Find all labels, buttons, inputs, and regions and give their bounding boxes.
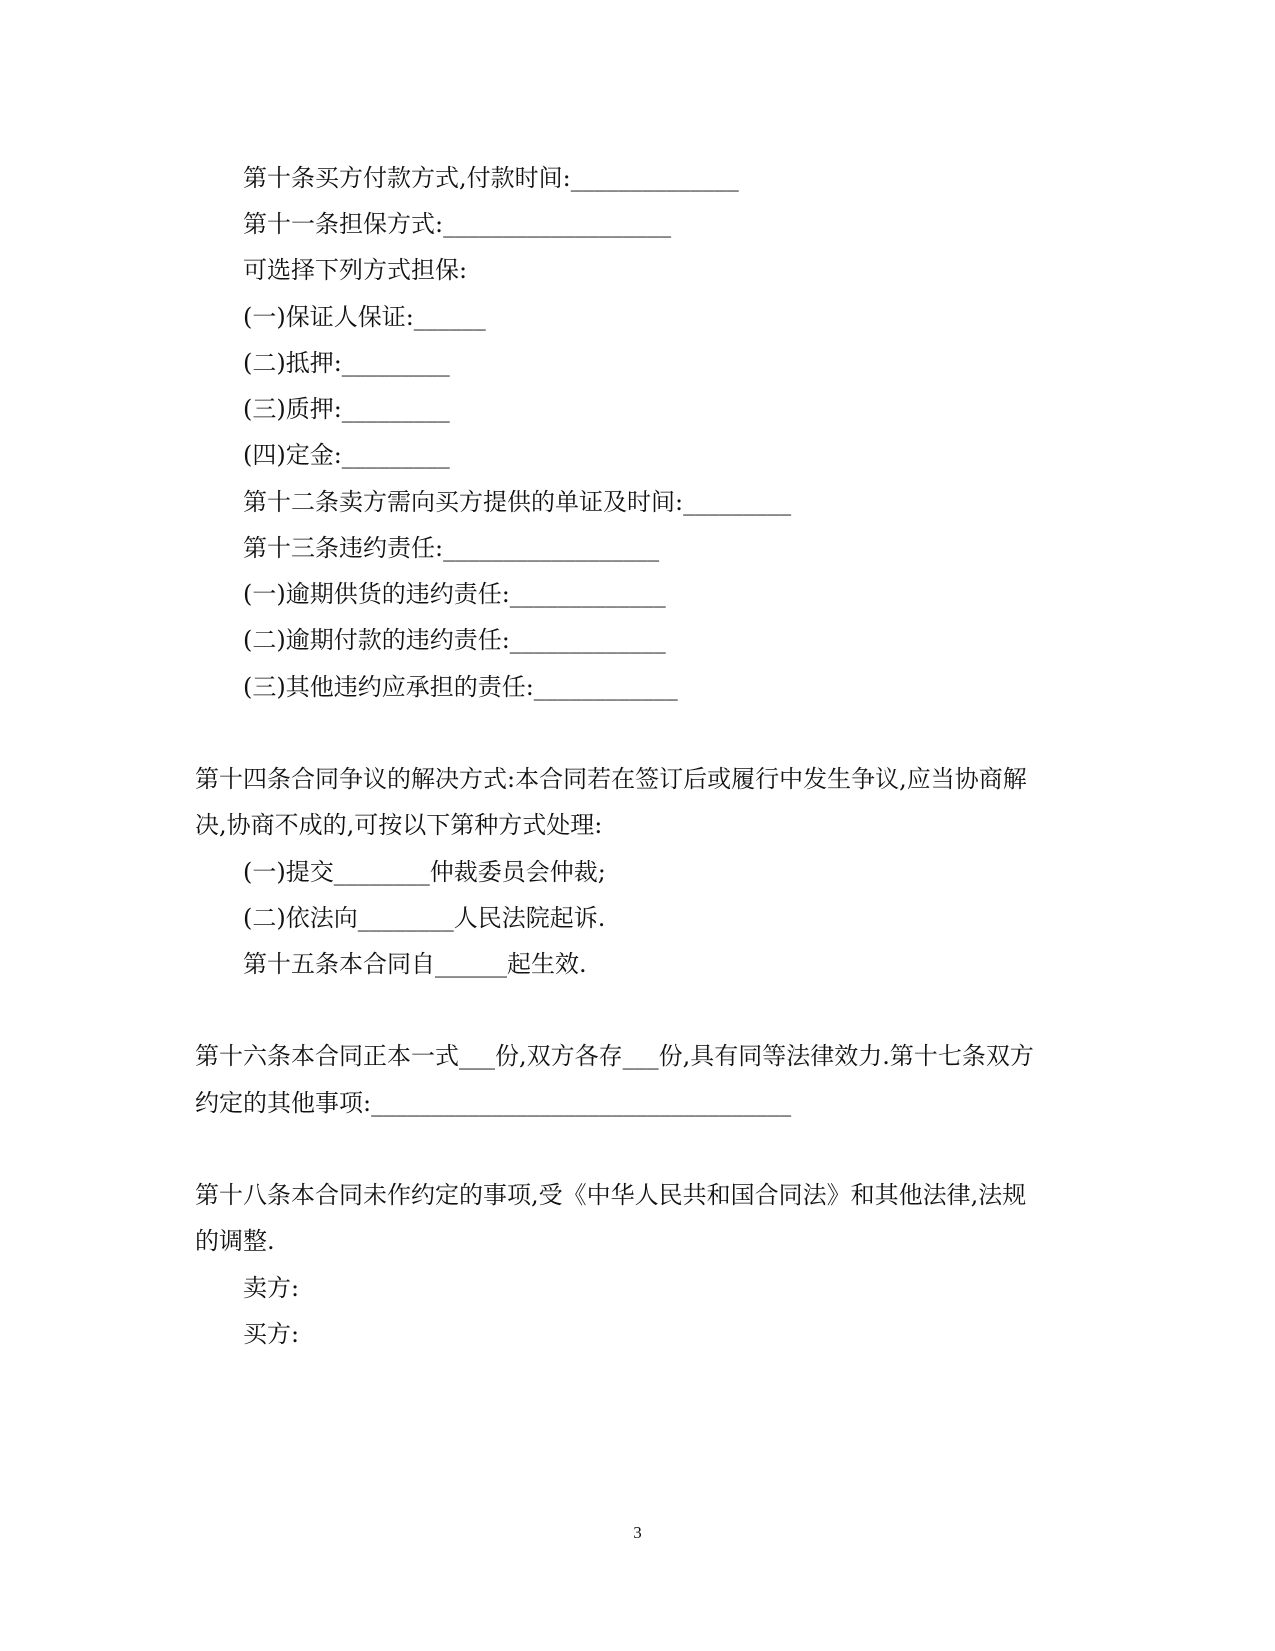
liability-item-2: (二)逾期付款的违约责任:_____________	[243, 626, 666, 654]
guarantee-options-intro: 可选择下列方式担保:	[243, 256, 468, 284]
dispute-option-1: (一)提交________仲裁委员会仲裁;	[243, 858, 606, 886]
clause-16-17-line-2: 约定的其他事项:___________________________________	[195, 1089, 792, 1117]
seller-signature-label: 卖方:	[243, 1274, 300, 1302]
guarantee-option-4: (四)定金:_________	[243, 441, 450, 469]
clause-12-documents: 第十二条卖方需向买方提供的单证及时间:_________	[243, 488, 792, 516]
clause-18-line-1: 第十八条本合同未作约定的事项,受《中华人民共和国合同法》和其他法律,法规	[195, 1181, 1027, 1209]
clause-11-guarantee: 第十一条担保方式:___________________	[243, 210, 672, 238]
clause-15-effective: 第十五条本合同自______起生效.	[243, 950, 587, 978]
clause-10-payment: 第十条买方付款方式,付款时间:______________	[243, 164, 739, 192]
liability-item-1: (一)逾期供货的违约责任:_____________	[243, 580, 666, 608]
clause-16-17-line-1: 第十六条本合同正本一式___份,双方各存___份,具有同等法律效力.第十七条双方	[195, 1042, 1034, 1070]
clause-14-disputes-line-1: 第十四条合同争议的解决方式:本合同若在签订后或履行中发生争议,应当协商解	[195, 765, 1027, 793]
page-number: 3	[633, 1523, 642, 1542]
guarantee-option-3: (三)质押:_________	[243, 395, 450, 423]
guarantee-option-2: (二)抵押:_________	[243, 349, 450, 377]
clause-14-disputes-line-2: 决,协商不成的,可按以下第种方式处理:	[195, 811, 603, 839]
clause-18-line-2: 的调整.	[195, 1227, 275, 1255]
buyer-signature-label: 买方:	[243, 1320, 300, 1348]
liability-item-3: (三)其他违约应承担的责任:____________	[243, 673, 678, 701]
clause-13-liability: 第十三条违约责任:__________________	[243, 534, 660, 562]
dispute-option-2: (二)依法向________人民法院起诉.	[243, 904, 606, 932]
guarantee-option-1: (一)保证人保证:______	[243, 303, 486, 331]
